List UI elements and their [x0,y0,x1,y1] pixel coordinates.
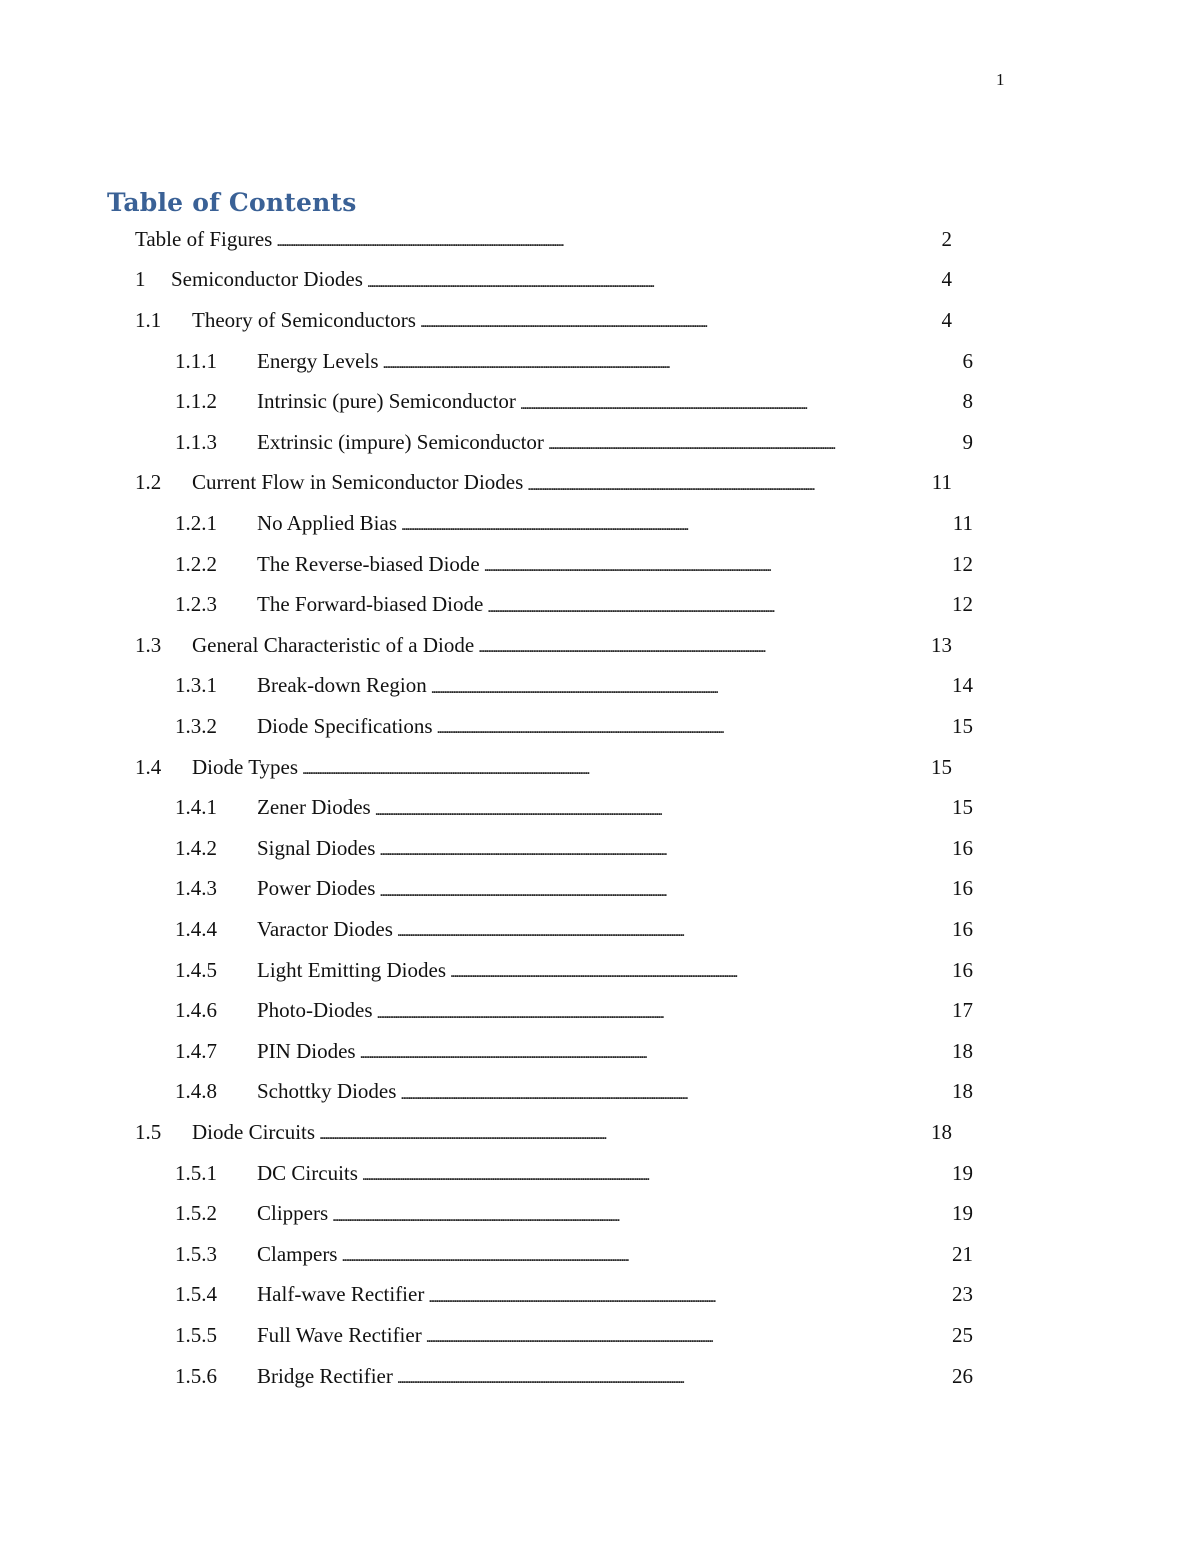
dot-leader [527,472,927,494]
toc-entry-title: The Forward-biased Diode [257,592,484,617]
toc-entry-number: 1 [135,267,146,292]
toc-entry-page: 6 [962,348,973,373]
toc-entry[interactable] [175,1275,973,1316]
toc-entry[interactable] [135,260,952,301]
toc-entry-title: Varactor Diodes [257,916,393,941]
toc-entry-page: 23 [952,1282,973,1307]
toc-entry-page: 15 [952,795,973,820]
dot-leader [360,1040,948,1062]
toc-entry-number: 1.4 [135,754,162,779]
toc-entry-number: 1.5.2 [175,1201,217,1226]
toc-entry[interactable] [175,1234,973,1275]
toc-entry-page: 18 [952,1079,973,1104]
toc-entry-page: 21 [952,1241,973,1266]
toc-entry-page: 25 [952,1322,973,1347]
toc-entry[interactable] [175,706,973,747]
page-number: 1 [996,70,1005,89]
toc-entry-title: Light Emitting Diodes [257,957,446,982]
toc-entry[interactable] [175,909,973,950]
toc-entry-page: 11 [952,510,973,535]
toc-entry-page: 15 [952,713,973,738]
dot-leader [379,878,948,900]
toc-entry-page: 4 [941,267,952,292]
toc-entry[interactable] [175,1193,973,1234]
toc-entry[interactable] [175,422,973,463]
toc-entry-title: DC Circuits [257,1160,358,1185]
toc-entry-number: 1.3.1 [175,673,217,698]
toc-entry-page: 16 [952,916,973,941]
toc-entry-page: 19 [952,1160,973,1185]
dot-leader [397,918,948,940]
dot-leader [400,1081,948,1103]
toc-entry-title: Zener Diodes [257,795,371,820]
toc-entry-title: Bridge Rectifier [257,1363,393,1388]
toc-entry[interactable] [175,1031,973,1072]
toc-entry-number: 1.4.1 [175,795,217,820]
toc-entry-title: Photo-Diodes [257,998,373,1023]
toc-entry-number: 1.4.4 [175,916,217,941]
toc-entry-title: Signal Diodes [257,835,376,860]
toc-entry-page: 14 [952,673,973,698]
toc-entry-page: 16 [952,835,973,860]
dot-leader [401,512,949,534]
toc-entry-title: PIN Diodes [257,1038,356,1063]
toc-entry[interactable] [175,381,973,422]
toc-entry-number: 1.2.2 [175,551,217,576]
dot-leader [478,634,927,656]
toc-entry[interactable] [175,341,973,382]
toc-entry[interactable] [175,503,973,544]
toc-entry-title: Table of Figures [135,226,273,251]
toc-entry-page: 18 [931,1119,952,1144]
toc-entry[interactable] [175,990,973,1031]
toc-entry-page: 9 [962,429,973,454]
toc-entry-title: Clippers [257,1201,329,1226]
dot-leader [276,228,937,250]
toc-entry-title: Semiconductor Diodes [171,267,363,292]
toc-entry-title: Full Wave Rectifier [257,1322,422,1347]
toc-entry-number: 1.1 [135,307,162,332]
dot-leader [332,1203,948,1225]
toc-entry-page: 16 [952,876,973,901]
toc-entry-number: 1.5 [135,1119,162,1144]
toc-entry-number: 1.4.6 [175,998,217,1023]
toc-entry-number: 1.1.1 [175,348,217,373]
toc-entry-number: 1.4.3 [175,876,217,901]
toc-entry-page: 2 [941,226,952,251]
toc-entry-number: 1.2.3 [175,592,217,617]
toc-heading: Table of Contents [107,188,357,217]
dot-leader [319,1121,927,1143]
toc-entry-page: 19 [952,1201,973,1226]
toc-entry-number: 1.5.1 [175,1160,217,1185]
toc-entry-page: 12 [952,592,973,617]
toc-entry[interactable] [135,463,952,504]
toc-entry-title: Schottky Diodes [257,1079,397,1104]
toc-entry-title: Current Flow in Semiconductor Diodes [192,470,524,495]
toc-entry[interactable] [175,787,973,828]
toc-entry-page: 4 [941,307,952,332]
toc-entry[interactable] [175,869,973,910]
dot-leader [437,715,948,737]
dot-leader [431,675,948,697]
toc-entry-number: 1.3 [135,632,162,657]
toc-entry-title: Diode Circuits [192,1119,316,1144]
toc-entry-number: 1.4.7 [175,1038,217,1063]
toc-entry-page: 26 [952,1363,973,1388]
toc-entry-title: Theory of Semiconductors [192,307,416,332]
toc-entry-number: 1.1.3 [175,429,217,454]
dot-leader [520,391,959,413]
toc-entry-page: 11 [931,470,952,495]
toc-entry-title: Power Diodes [257,876,376,901]
dot-leader [341,1243,948,1265]
toc-entry-title: General Characteristic of a Diode [192,632,475,657]
toc-entry-number: 1.5.4 [175,1282,217,1307]
toc-entry-title: Diode Specifications [257,713,433,738]
toc-entry-number: 1.3.2 [175,713,217,738]
toc-entry[interactable] [175,828,973,869]
toc-entry[interactable] [175,1072,973,1113]
toc-entry[interactable] [135,1112,952,1153]
toc-entry-number: 1.5.3 [175,1241,217,1266]
dot-leader [548,431,959,453]
dot-leader [487,594,948,616]
toc-entry-title: Energy Levels [257,348,379,373]
toc-entry-number: 1.2 [135,470,162,495]
toc-entry-page: 17 [952,998,973,1023]
dot-leader [302,756,927,778]
toc-entry[interactable] [175,544,973,585]
toc-entry[interactable] [135,625,952,666]
toc-entry[interactable] [135,747,952,788]
dot-leader [362,1162,948,1184]
toc-entry-title: No Applied Bias [257,510,397,535]
toc-entry-page: 13 [931,632,952,657]
dot-leader [379,837,948,859]
toc-entry-number: 1.1.2 [175,389,217,414]
toc-entry-number: 1.5.6 [175,1363,217,1388]
toc-entry[interactable] [175,1315,973,1356]
dot-leader [426,1324,948,1346]
dot-leader [397,1365,948,1387]
toc-entry[interactable] [135,300,952,341]
dot-leader [450,959,948,981]
toc-entry-number: 1.5.5 [175,1322,217,1347]
dot-leader [367,269,938,291]
toc-entry-title: Clampers [257,1241,338,1266]
toc-entry-title: Extrinsic (impure) Semiconductor [257,429,544,454]
toc-entry[interactable] [175,950,973,991]
toc-entry-title: Diode Types [192,754,299,779]
toc-entry[interactable] [175,1356,973,1397]
dot-leader [383,350,959,372]
toc-entry-number: 1.2.1 [175,510,217,535]
dot-leader [428,1284,948,1306]
toc-entry-page: 16 [952,957,973,982]
toc-entry-page: 12 [952,551,973,576]
toc-entry-title: Intrinsic (pure) Semiconductor [257,389,516,414]
toc-entry[interactable] [175,1153,973,1194]
toc-entry-number: 1.4.2 [175,835,217,860]
toc-entry-title: Half-wave Rectifier [257,1282,425,1307]
toc-entry-page: 8 [962,389,973,414]
toc-entry-title: The Reverse-biased Diode [257,551,480,576]
dot-leader [377,1000,949,1022]
toc-entry[interactable] [135,219,952,260]
dot-leader [484,553,948,575]
toc-entry-number: 1.4.8 [175,1079,217,1104]
toc-entry-title: Break-down Region [257,673,427,698]
toc-entry-page: 15 [931,754,952,779]
toc-entry[interactable] [175,584,973,625]
dot-leader [420,309,938,331]
toc-entry[interactable] [175,666,973,707]
dot-leader [375,797,948,819]
toc-entry-page: 18 [952,1038,973,1063]
toc-entry-number: 1.4.5 [175,957,217,982]
